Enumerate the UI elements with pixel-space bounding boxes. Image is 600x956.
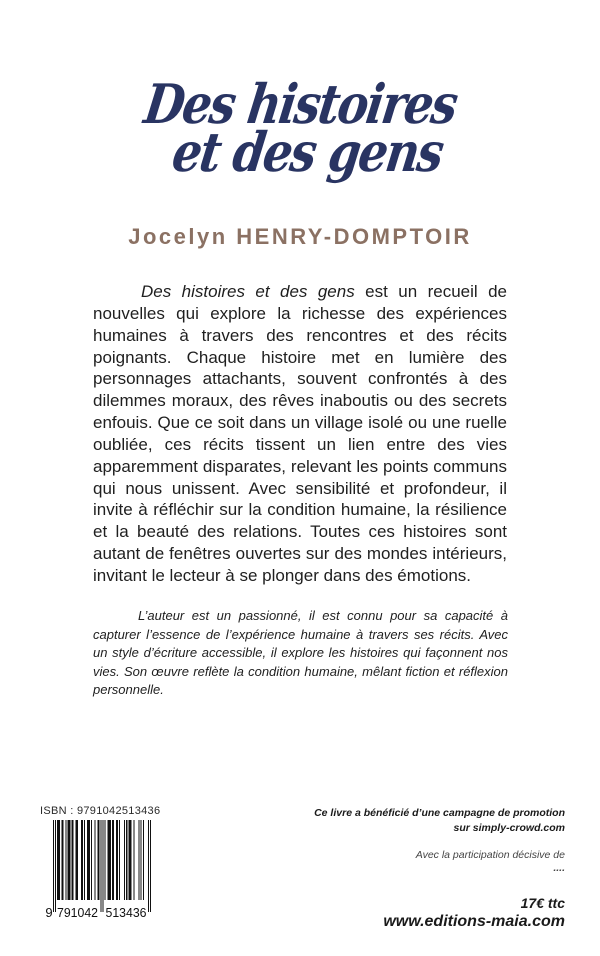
book-title-line-1: Des histoires bbox=[140, 72, 460, 136]
isbn-label: ISBN : 9791042513436 bbox=[40, 805, 161, 817]
author-bio-paragraph: L’auteur est un passionné, il est connu pour sa capacité à capturer l’essence de l’expérience humaine à travers ses récits. Avec un style d’écriture accessible, il explore les histoires qui façonnent nos vies. Son œuvre reflète la condition humaine, mêlant fiction et réflexion personnelle. bbox=[93, 608, 508, 698]
book-title-line-2: et des gens bbox=[168, 120, 446, 184]
barcode-digits-group-2: 513436 bbox=[105, 905, 147, 920]
author-name: Jocelyn HENRY-DOMPTOIR bbox=[128, 224, 472, 249]
ean13-barcode-icon bbox=[40, 820, 158, 920]
barcode-digits-group-1: 791042 bbox=[57, 905, 98, 920]
participation-note: Avec la participation décisive de bbox=[415, 849, 565, 861]
book-title bbox=[0, 74, 600, 182]
promo-line-2: sur simply-crowd.com bbox=[453, 822, 565, 834]
synopsis-paragraph bbox=[93, 281, 507, 587]
publisher-website-text: www.editions-maia.com bbox=[383, 913, 565, 930]
participation-dots: .... bbox=[553, 862, 565, 874]
promo-line-1: Ce livre a bénéficié d’une campagne de promotion bbox=[314, 807, 565, 819]
promo-block bbox=[314, 806, 565, 932]
barcode-digit-lead: 9 bbox=[45, 905, 53, 920]
isbn-block bbox=[40, 805, 161, 920]
synopsis-text: est un recueil de nouvelles qui explore la richesse des expériences humaines à travers des rencontres et des récits poignants. Chaque histoire met en lumière des personnages attachants, souvent confrontés à des dilemmes moraux, des rêves inaboutis ou des secrets enfouis. Que ce soit dans un village isolé ou une ruelle oubliée, ces récits tissent un lien entre des vies apparemment disparates, relevant les points communs qui nous unissent. Avec sensibilité et profondeur, il invite à réfléchir sur la condition humaine, la résilience et la beauté des relations. Toutes ces histoires sont autant de fenêtres ouvertes sur des mondes intérieurs, invitant le lecteur à se plonger dans des émotions. bbox=[93, 282, 507, 585]
price-label: 17€ ttc bbox=[520, 895, 565, 911]
synopsis-title-phrase: Des histoires et des gens bbox=[141, 282, 355, 301]
